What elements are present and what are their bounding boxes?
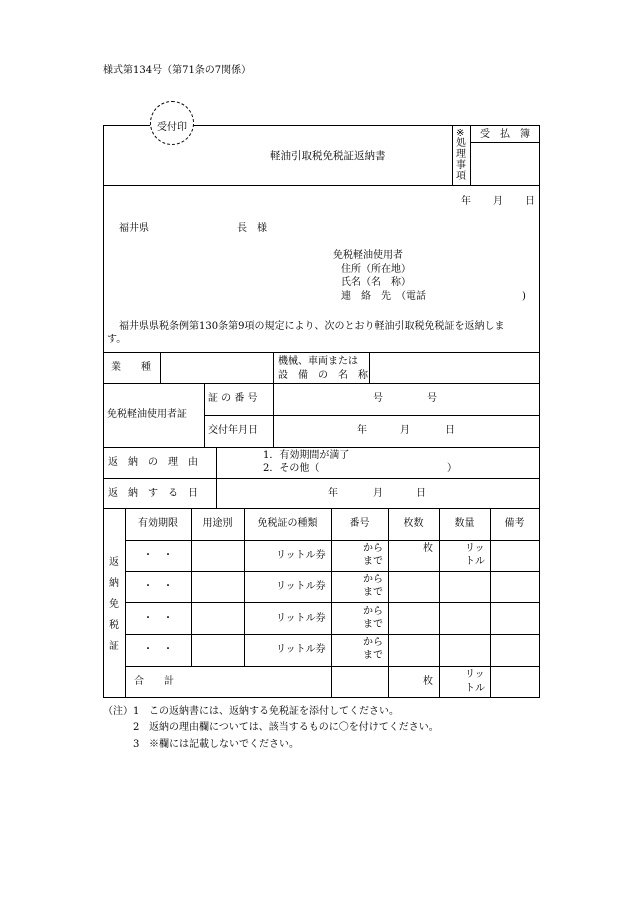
row-3-kind: リットル券 — [276, 613, 326, 624]
date-day: 日 — [525, 196, 535, 207]
statement-line-1: 福井県県税条例第130条第9項の規定により、次のとおり軽油引取税免税証を返納しま — [119, 321, 505, 332]
return-month: 月 — [373, 488, 383, 499]
note-2-text: 返納の理由欄については、該当するものに〇を付けてください。 — [149, 722, 439, 733]
business-type-label: 業 種 — [111, 362, 151, 373]
row-1-qty-unit-1: リッ — [465, 543, 485, 554]
row-1-expiry: ・ ・ — [143, 550, 173, 561]
user-contact-label: 連 絡 先 （電話 — [341, 291, 426, 302]
row-3-from: から — [363, 606, 383, 617]
addressee-prefecture: 福井県 — [119, 223, 149, 234]
page-title: 軽油引取税免税証返納書 — [270, 150, 386, 162]
row-4-expiry: ・ ・ — [143, 644, 173, 655]
header-remarks: 備考 — [504, 518, 525, 529]
row-2-to: まで — [363, 587, 383, 598]
reception-stamp — [150, 101, 194, 145]
row-1-to: まで — [363, 556, 383, 567]
header-cert-type: 免税証の種類 — [257, 518, 318, 529]
reason-option-1: 1．有効期間が満了 — [263, 450, 350, 461]
row-2-from: から — [363, 574, 383, 585]
user-cert-label: 免税軽油使用者証 — [107, 409, 187, 420]
note-3-num: 3 — [133, 739, 140, 750]
header-expiry: 有効期限 — [138, 518, 178, 529]
note-1-num: 1 — [133, 706, 140, 717]
cert-issue-label: 交付年月日 — [208, 425, 258, 436]
row-3-to: まで — [363, 619, 383, 630]
notes-heading: （注） — [103, 706, 133, 717]
user-contact-close: ) — [522, 291, 526, 302]
total-count-unit: 枚 — [423, 676, 433, 687]
reception-stamp-label: 受付印 — [157, 122, 187, 133]
row-3-expiry: ・ ・ — [143, 613, 173, 624]
reason-option-2: 2．その他（ — [263, 463, 320, 474]
row-2-expiry: ・ ・ — [143, 581, 173, 592]
reason-option-2-close: ） — [447, 463, 457, 474]
cert-number-unit: 号 — [427, 393, 437, 404]
note-1-text: この返納書には、返納する免税証を添付してください。 — [149, 706, 399, 717]
cert-number-label: 証 の 番 号 — [208, 393, 258, 404]
equipment-label-2: 設 備 の 名 称 — [278, 370, 368, 381]
statement-line-2: す。 — [107, 334, 127, 345]
row-4-to: まで — [363, 650, 383, 661]
return-year: 年 — [328, 488, 338, 499]
row-4-from: から — [363, 637, 383, 648]
row-1-count-unit: 枚 — [423, 543, 433, 554]
return-day: 日 — [416, 488, 426, 499]
row-2-kind: リットル券 — [276, 581, 326, 592]
row-1-qty-unit-2: トル — [465, 556, 485, 567]
return-date-label: 返 納 す る 日 — [108, 488, 198, 499]
header-quantity: 数量 — [454, 518, 475, 529]
receipt-register-label: 受 払 簿 — [480, 129, 530, 140]
return-reason-label: 返 納 の 理 由 — [108, 457, 198, 468]
header-usage: 用途別 — [202, 518, 233, 529]
note-3-text: ※欄には記載しないでください。 — [149, 739, 299, 750]
date-month: 月 — [493, 196, 503, 207]
user-name-label: 氏名（名 称） — [341, 277, 411, 288]
form-number: 様式第134号（第71条の7関係） — [103, 65, 252, 76]
issue-day: 日 — [445, 425, 455, 436]
addressee-head: 長 様 — [237, 223, 267, 234]
cert-number-prefix-unit: 号 — [373, 393, 383, 404]
total-qty-unit-2: トル — [465, 683, 485, 694]
row-1-from: から — [363, 543, 383, 554]
row-1-kind: リットル券 — [276, 550, 326, 561]
header-number: 番号 — [349, 518, 370, 529]
note-2-num: 2 — [133, 722, 140, 733]
total-label: 合 計 — [134, 676, 174, 687]
date-year: 年 — [461, 196, 471, 207]
total-qty-unit-1: リッ — [465, 669, 485, 680]
equipment-label-1: 機械、車両または — [278, 356, 358, 367]
user-title: 免税軽油使用者 — [333, 250, 403, 261]
issue-month: 月 — [400, 425, 410, 436]
issue-year: 年 — [357, 425, 367, 436]
row-4-kind: リットル券 — [276, 644, 326, 655]
user-address-label: 住所（所在地） — [341, 264, 411, 275]
header-count: 枚数 — [403, 518, 424, 529]
